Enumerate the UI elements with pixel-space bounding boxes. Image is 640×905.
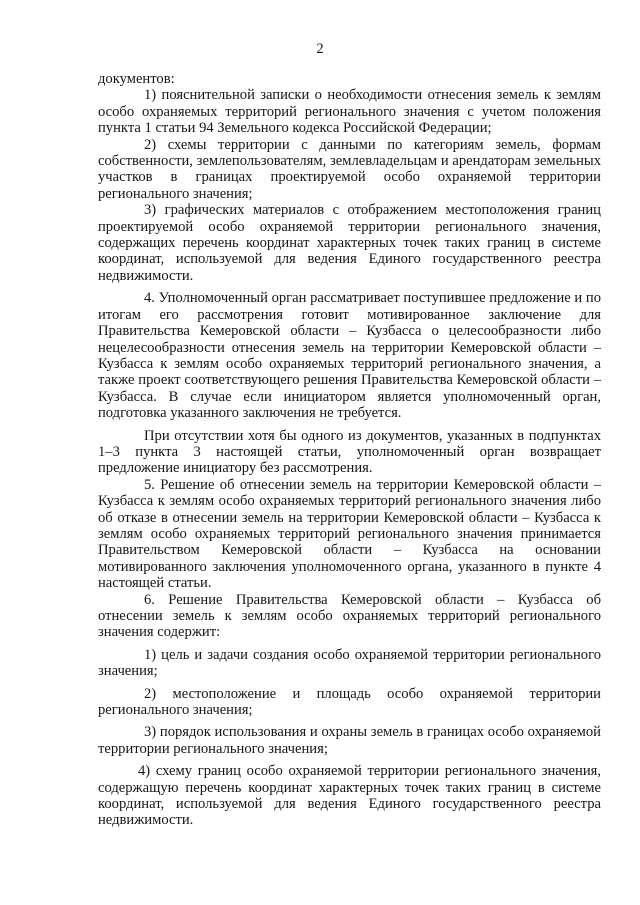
- document-body: [98, 71, 601, 829]
- page-number: 2: [316, 41, 324, 57]
- paragraph-section-4-return: При отсутствии хотя бы одного из документов, указанных в подпунктах 1–3 пункта 3 настоящей статьи, уполномоченный орган возвращает предложение инициатору без рассмотрения.: [98, 427, 601, 477]
- paragraph-item-2-territory-scheme: 2) схемы территории с данными по категориям земель, формам собственности, землепользователям, землевладельцам и арендаторам земельных участков в границах проектируемой особо охраняемой территории регионального значения;: [98, 136, 601, 202]
- paragraph-section-6-item-2: 2) местоположение и площадь особо охраняемой территории регионального значения;: [98, 685, 601, 719]
- paragraph-section-6-item-3: 3) порядок использования и охраны земель в границах особо охраняемой территории регионального значения;: [98, 724, 601, 757]
- paragraph-section-4: 4. Уполномоченный орган рассматривает поступившее предложение и по итогам его рассмотрения готовит мотивированное заключение для Правительства Кемеровской области – Кузбасса о целесообразности либо нецелесообразности отнесения земель на территории Кемеровской области – Кузбасса к землям особо охраняемых территорий регионального значения, а также проект соответствующего решения Правительства Кемеровской области – Кузбасса. В случае если инициатором является уполномоченный орган, подготовка указанного заключения не требуется.: [98, 290, 601, 422]
- paragraph-section-6-item-4: 4) схему границ особо охраняемой территории регионального значения, содержащую перечень координат характерных точек таких границ в системе координат, используемой для ведения Единого государственного реестра недвижимости.: [98, 763, 601, 829]
- paragraph-section-6: 6. Решение Правительства Кемеровской области – Кузбасса об отнесении земель к землям особо охраняемых территорий регионального значения содержит:: [98, 591, 601, 641]
- paragraph-section-6-item-1: 1) цель и задачи создания особо охраняемой территории регионального значения;: [98, 646, 601, 680]
- paragraph-item-3-graphic-materials: 3) графических материалов с отображением местоположения границ проектируемой особо охраняемой территории регионального значения, содержащих перечень координат характерных точек таких границ в системе координат, используемой для ведения Единого государственного реестра недвижимости.: [98, 202, 601, 284]
- paragraph-documents-continuation: документов:: [98, 71, 175, 87]
- paragraph-item-1-explanatory-note: 1) пояснительной записки о необходимости отнесения земель к землям особо охраняемых территорий регионального значения с учетом положения пункта 1 статьи 94 Земельного кодекса Российской Федерации;: [98, 87, 601, 137]
- paragraph-section-5: 5. Решение об отнесении земель на территории Кемеровской области – Кузбасса к землям особо охраняемых территорий регионального значения либо об отказе в отнесении земель на территории Кемеровской области – Кузбасса к землям особо охраняемых территорий регионального значения принимается Правительством Кемеровской области – Кузбасса на основании мотивированного заключения уполномоченного органа, указанного в пункте 4 настоящей статьи.: [98, 476, 601, 592]
